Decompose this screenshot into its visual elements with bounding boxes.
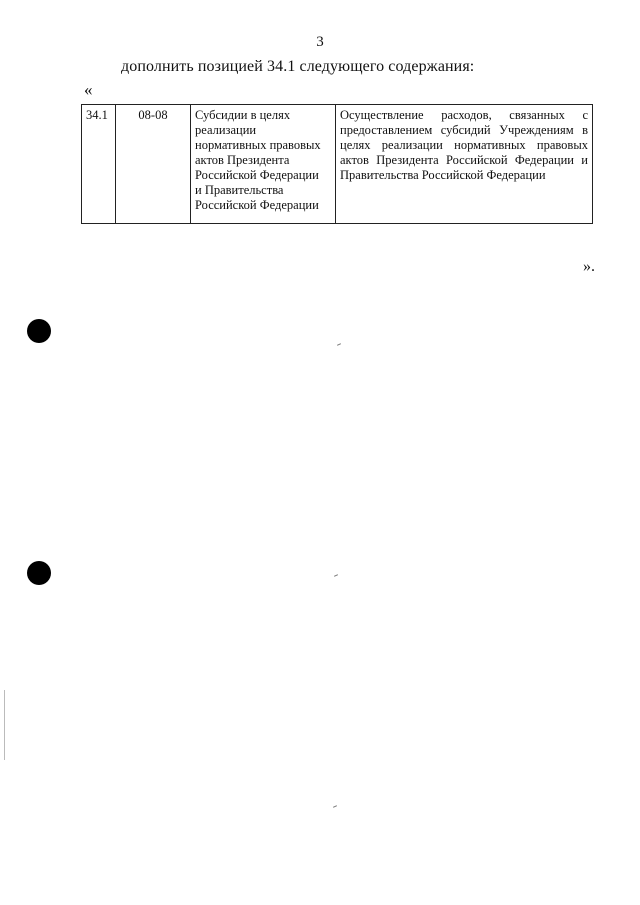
description-line: Правительства Российской Федерации <box>340 168 546 182</box>
open-quote: « <box>84 80 93 99</box>
scan-speck <box>337 343 341 346</box>
name-line: актов Президента <box>195 153 290 167</box>
table-row <box>82 105 593 224</box>
name-line: нормативных правовых <box>195 138 321 152</box>
position-description-cell <box>336 105 593 224</box>
scan-speck <box>334 574 338 577</box>
punch-hole-bottom <box>27 561 51 585</box>
close-quote: ». <box>583 258 595 275</box>
description-line: предоставлением субсидий Учреждениям в <box>340 123 588 137</box>
page-number: 3 <box>316 34 324 50</box>
description-line: целях реализации нормативных правовых <box>340 138 588 152</box>
section-code-cell: 08-08 <box>116 105 191 224</box>
scan-speck <box>333 805 337 808</box>
punch-hole-top <box>27 319 51 343</box>
name-line: и Правительства <box>195 183 284 197</box>
name-line: Российской Федерации <box>195 198 319 212</box>
name-line: Российской Федерации <box>195 168 319 182</box>
description-line: Осуществление расходов, связанных с <box>340 108 588 122</box>
position-code-cell: 34.1 <box>82 105 116 224</box>
intro-text: дополнить позицией 34.1 следующего содержания: <box>121 58 475 75</box>
description-line: актов Президента Российской Федерации и <box>340 153 588 167</box>
position-name-cell <box>191 105 336 224</box>
position-table <box>81 104 593 224</box>
name-line: Субсидии в целях <box>195 108 291 122</box>
name-line: реализации <box>195 123 257 137</box>
scan-edge-mark <box>4 690 5 760</box>
